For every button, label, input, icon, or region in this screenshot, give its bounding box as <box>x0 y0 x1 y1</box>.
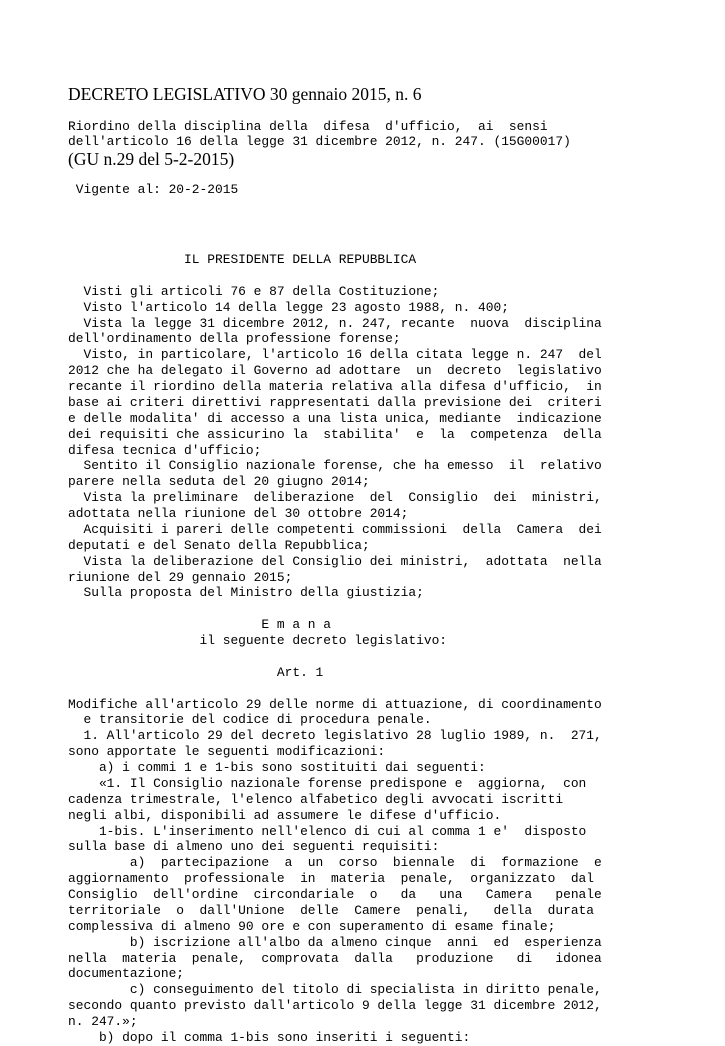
body-line: Vista la legge 31 dicembre 2012, n. 247, recante nuova disciplina <box>68 315 602 331</box>
body-line: sono apportate le seguenti modificazioni: <box>68 744 386 760</box>
body-line: Visto l'articolo 14 della legge 23 agosto 1988, n. 400; <box>68 299 509 315</box>
body-line: Sentito il Consiglio nazionale forense, che ha emesso il relativo <box>68 458 602 474</box>
body-line: territoriale o dall'Unione delle Camere penali, della durata <box>68 902 595 918</box>
body-line <box>68 649 602 665</box>
body-line: 2012 che ha delegato il Governo ad adottare un decreto legislativo <box>68 363 602 379</box>
body-line: Modifiche all'articolo 29 delle norme di attuazione, di coordinamento <box>68 696 602 712</box>
body-line: dell'ordinamento della professione forense; <box>68 331 401 347</box>
body-line <box>68 601 602 617</box>
body-line: c) conseguimento del titolo di specialista in diritto penale, <box>68 982 602 998</box>
body-line: base ai criteri direttivi rappresentati dalla previsione dei criteri <box>68 394 602 410</box>
body-line: 1. All'articolo 29 del decreto legislativo 28 luglio 1989, n. 271, <box>68 728 602 744</box>
body-line: Sulla proposta del Ministro della giustizia; <box>68 585 424 601</box>
body-line: parere nella seduta del 20 giugno 2014; <box>68 474 370 490</box>
body-line: Vista la deliberazione del Consiglio dei ministri, adottata nella <box>68 553 602 569</box>
body-line: Visto, in particolare, l'articolo 16 della citata legge n. 247 del <box>68 347 602 363</box>
body-line <box>68 681 602 697</box>
body-line: e delle modalita' di accesso a una lista unica, mediante indicazione <box>68 410 602 426</box>
body-line: a) partecipazione a un corso biennale di formazione e <box>68 855 602 871</box>
vigente-date: Vigente al: 20-2-2015 <box>68 182 239 197</box>
body-line: recante il riordino della materia relativa alla difesa d'ufficio, in <box>68 379 602 394</box>
body-line: Visti gli articoli 76 e 87 della Costituzione; <box>68 283 440 299</box>
body-line: documentazione; <box>68 966 185 982</box>
body-line: cadenza trimestrale, l'elenco alfabetico degli avvocati iscritti <box>68 791 564 807</box>
body-line: aggiornamento professionale in materia penale, organizzato dal <box>68 871 595 887</box>
body-line: IL PRESIDENTE DELLA REPUBBLICA <box>68 252 417 267</box>
body-line: dei requisiti che assicurino la stabilita' e la competenza della <box>68 426 602 442</box>
body-line: Vista la preliminare deliberazione del Consiglio dei ministri, <box>68 490 602 506</box>
body-line: 1-bis. L'inserimento nell'elenco di cui al comma 1 e' disposto <box>68 823 587 839</box>
body-line: Consiglio dell'ordine circondariale o da una Camera penale <box>68 887 602 902</box>
body-line: deputati e del Senato della Repubblica; <box>68 537 370 553</box>
body-line: E m a n a <box>68 617 332 633</box>
body-line: nella materia penale, comprovata dalla produzione di idonea <box>68 950 602 966</box>
subtitle-line: dell'articolo 16 della legge 31 dicembre 2012, n. 247. (15G00017) <box>68 134 571 149</box>
body-line: Art. 1 <box>68 664 324 680</box>
body-line: «1. Il Consiglio nazionale forense predispone e aggiorna, con <box>68 775 587 791</box>
body-line: Acquisiti i pareri delle competenti commissioni della Camera dei <box>68 521 602 537</box>
body-line: b) iscrizione all'albo da almeno cinque anni ed esperienza <box>68 934 602 950</box>
body-line <box>68 268 602 284</box>
subtitle-line: Riordino della disciplina della difesa d'ufficio, ai sensi <box>68 119 548 134</box>
body-line: b) dopo il comma 1-bis sono inseriti i seguenti: <box>68 1029 471 1045</box>
gazette-reference: (GU n.29 del 5-2-2015) <box>68 149 235 169</box>
document-title: DECRETO LEGISLATIVO 30 gennaio 2015, n. 6 <box>68 84 422 104</box>
body-line: negli albi, disponibili ad assumere le difese d'ufficio. <box>68 807 502 823</box>
body-line: adottata nella riunione del 30 ottobre 2014; <box>68 506 409 521</box>
body-line: sulla base di almeno uno dei seguenti requisiti: <box>68 839 440 855</box>
body-line: complessiva di almeno 90 ore e con superamento di esame finale; <box>68 918 556 934</box>
body-line: difesa tecnica d'ufficio; <box>68 442 262 458</box>
body-line: n. 247.»; <box>68 1014 138 1029</box>
body-line: il seguente decreto legislativo: <box>68 633 448 648</box>
document-subtitle <box>68 119 571 149</box>
body-line: secondo quanto previsto dall'articolo 9 della legge 31 dicembre 2012, <box>68 998 602 1014</box>
body-line: riunione del 29 gennaio 2015; <box>68 569 293 585</box>
document-body <box>68 252 602 1046</box>
body-line: e transitorie del codice di procedura penale. <box>68 712 432 728</box>
body-line: a) i commi 1 e 1-bis sono sostituiti dai seguenti: <box>68 760 486 775</box>
